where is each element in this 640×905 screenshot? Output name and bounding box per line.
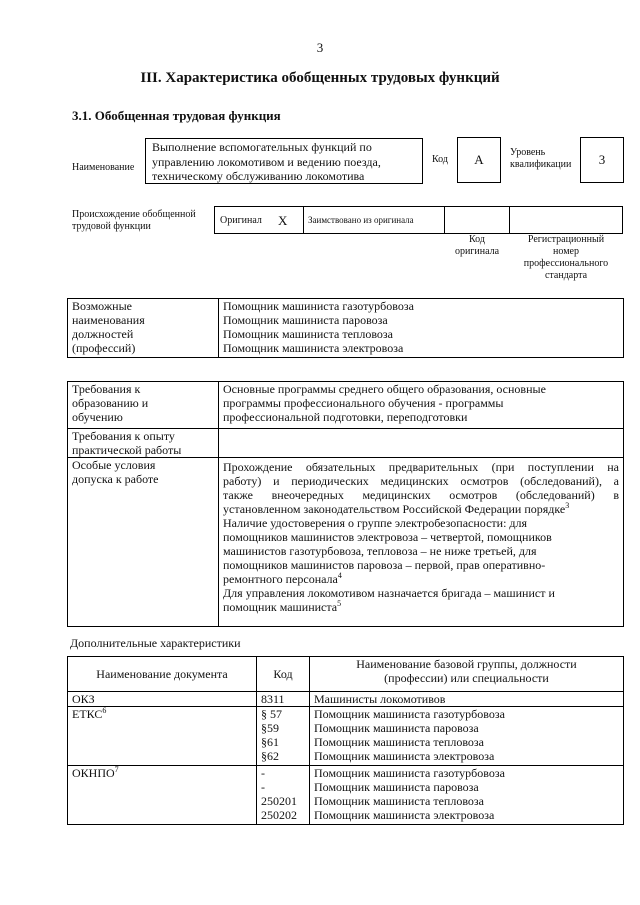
origin-label-line: Происхождение обобщенной [72, 209, 196, 220]
page-number: 3 [316, 40, 324, 55]
etks-codes [257, 707, 310, 766]
original-label: Оригинал [220, 215, 262, 226]
footnote-ref: 6 [102, 706, 107, 715]
function-name-line: техническому обслуживанию локомотива [152, 169, 365, 183]
experience-label-line: практической работы [72, 443, 182, 457]
reg-caption [508, 234, 624, 282]
reg-caption-line: профессионального [523, 258, 609, 269]
level-label [510, 147, 571, 171]
name-label: Наименование [72, 162, 135, 173]
table-row [68, 692, 624, 707]
conditions-line: установленном законодательством Российской Федерации порядке [223, 502, 566, 516]
etks-label [68, 707, 257, 766]
code-caption-line: Код [469, 234, 485, 245]
position-item: Помощник машиниста газотурбовоза [223, 299, 414, 313]
conditions-line: ремонтного персонала [223, 572, 338, 586]
positions-label-line: должностей [72, 327, 134, 341]
conditions-label [68, 458, 219, 627]
origin-table [214, 206, 623, 234]
conditions-line: также внеочередных медицинских осмотров (обследований) в [223, 488, 619, 502]
col-name-header-line: (профессии) или специальности [384, 671, 549, 685]
etks-label-text: ЕТКС [72, 707, 103, 721]
oknpo-name: Помощник машиниста электровоза [314, 808, 495, 822]
etks-code: §61 [261, 735, 279, 749]
education-label [68, 382, 219, 429]
oknpo-name: Помощник машиниста тепловоза [314, 794, 484, 808]
reg-caption-line: стандарта [544, 270, 588, 281]
positions-label [68, 299, 219, 358]
code-value: А [457, 137, 501, 183]
education-line: программы профессионального обучения - программы [223, 396, 504, 410]
positions-label-line: наименования [72, 313, 145, 327]
table-row [68, 766, 624, 825]
conditions-label-line: Особые условия [72, 458, 156, 472]
col-name-header-line: Наименование базовой группы, должности [356, 657, 577, 671]
footnote-ref: 4 [337, 571, 342, 580]
positions-label-line: (профессий) [72, 341, 136, 355]
level-label-line: квалификации [510, 159, 572, 170]
oknpo-names [310, 766, 624, 825]
education-label-line: образованию и [72, 396, 149, 410]
original-cell [215, 207, 304, 233]
conditions-line: Прохождение обязательных предварительных (при поступлении на [223, 460, 619, 474]
etks-name: Помощник машиниста тепловоза [314, 735, 484, 749]
education-value [219, 382, 624, 429]
level-label-line: Уровень [510, 147, 546, 158]
conditions-line: машинистов газотурбовоза, тепловоза – не ниже третьей, для [223, 544, 537, 558]
function-name-line: Выполнение вспомогательных функций по [152, 140, 372, 154]
code-caption-line: оригинала [454, 246, 500, 257]
positions-list [219, 299, 624, 358]
experience-label [68, 429, 219, 458]
conditions-line: Наличие удостоверения о группе электробезопасности: для [223, 516, 528, 530]
education-label-line: обучению [72, 410, 123, 424]
reg-caption-line: Регистрационный [527, 234, 605, 245]
conditions-line: Для управления локомотивом назначается бригада – машинист и [223, 586, 555, 600]
conditions-line: работу) и периодических медицинских осмотров (обследований), а [223, 474, 619, 488]
subsection-title: 3.1. Обобщенная трудовая функция [72, 108, 281, 123]
requirements-table [67, 381, 624, 627]
conditions-line: помощник машиниста [223, 600, 338, 614]
oknpo-code: 250201 [261, 794, 297, 808]
conditions-value [219, 458, 624, 627]
oknpo-label-text: ОКНПО [72, 766, 115, 780]
table-row [68, 707, 624, 766]
etks-name: Помощник машиниста газотурбовоза [314, 707, 505, 721]
oknpo-name: Помощник машиниста паровоза [314, 780, 479, 794]
positions-label-line: Возможные [72, 299, 132, 313]
position-item: Помощник машиниста паровоза [223, 313, 388, 327]
col-doc-header: Наименование документа [68, 657, 257, 692]
oknpo-codes [257, 766, 310, 825]
level-value: 3 [580, 137, 624, 183]
conditions-label-line: допуска к работе [72, 472, 159, 486]
function-name-line: управлению локомотивом и ведению поезда, [152, 154, 381, 169]
etks-code: §59 [261, 721, 279, 735]
col-name-header [310, 657, 624, 692]
education-label-line: Требования к [72, 382, 141, 396]
experience-label-line: Требования к опыту [72, 429, 175, 443]
borrowed-label: Заимствовано из оригинала [308, 215, 414, 225]
okz-name: Машинисты локомотивов [310, 692, 624, 707]
footnote-ref: 3 [565, 501, 570, 510]
code-caption [444, 234, 510, 258]
footnote-ref: 5 [337, 599, 342, 608]
etks-name: Помощник машиниста электровоза [314, 749, 495, 763]
etks-code: §62 [261, 749, 279, 763]
oknpo-label [68, 766, 257, 825]
section-title: III. Характеристика обобщенных трудовых функций [140, 70, 500, 86]
position-item: Помощник машиниста тепловоза [223, 327, 393, 341]
origin-label [72, 209, 196, 233]
oknpo-code: 250202 [261, 808, 297, 822]
function-name-box [145, 138, 423, 184]
col-code-header: Код [257, 657, 310, 692]
oknpo-code: - [261, 780, 265, 794]
oknpo-code: - [261, 766, 265, 780]
reg-caption-line: номер [553, 246, 579, 257]
borrowed-cell [304, 207, 445, 233]
footnote-ref: 7 [114, 765, 119, 774]
okz-label: ОКЗ [68, 692, 257, 707]
etks-names [310, 707, 624, 766]
conditions-line: помощников машинистов паровоза – первой, прав оперативно- [223, 558, 546, 572]
additional-title: Дополнительные характеристики [70, 636, 241, 650]
code-label: Код [432, 154, 448, 165]
position-item: Помощник машиниста электровоза [223, 341, 404, 355]
original-mark: X [278, 213, 288, 228]
etks-code: § 57 [261, 707, 282, 721]
etks-name: Помощник машиниста паровоза [314, 721, 479, 735]
original-code-cell [445, 207, 510, 233]
positions-table [67, 298, 624, 358]
origin-label-line: трудовой функции [72, 221, 151, 232]
education-line: профессиональной подготовки, переподготовки [223, 410, 468, 424]
education-line: Основные программы среднего общего образования, основные [223, 382, 546, 396]
oknpo-name: Помощник машиниста газотурбовоза [314, 766, 505, 780]
conditions-line: помощников машинистов электровоза – четвертой, помощников [223, 530, 552, 544]
okz-code: 8311 [257, 692, 310, 707]
experience-value [219, 429, 624, 458]
additional-table [67, 656, 624, 825]
